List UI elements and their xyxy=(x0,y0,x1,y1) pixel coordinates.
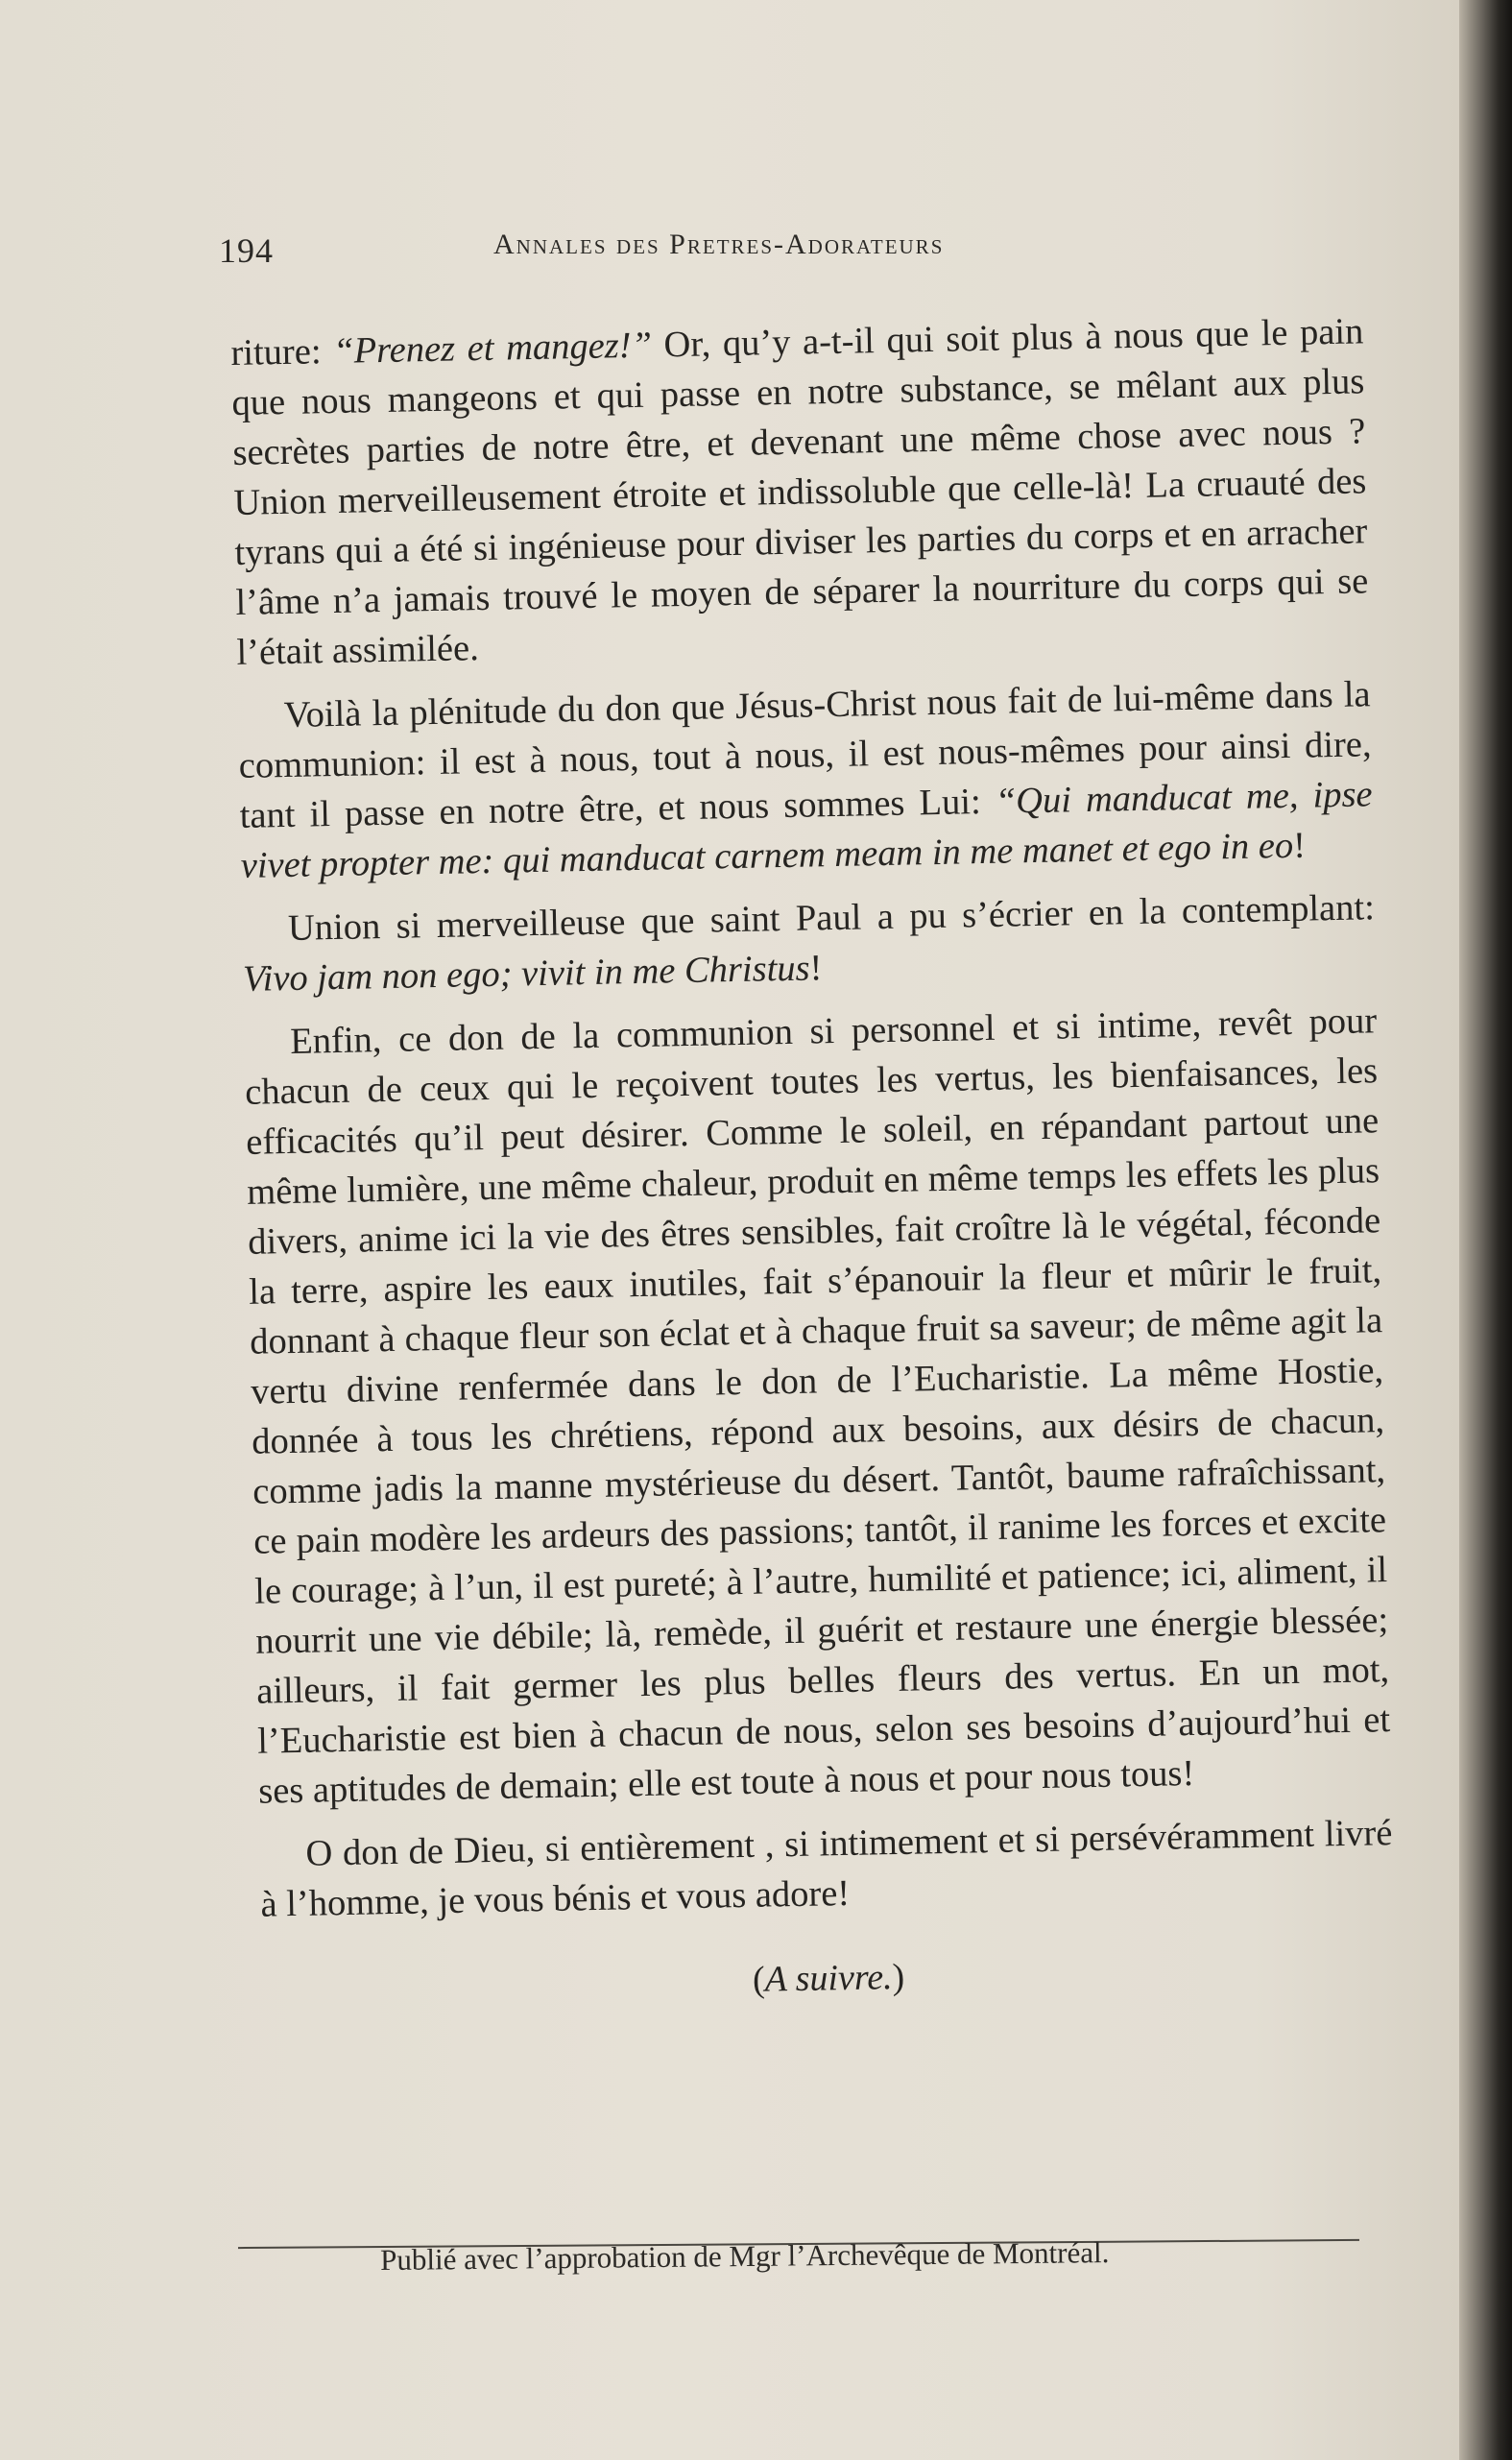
paragraph-1 xyxy=(230,306,1370,678)
running-head xyxy=(219,223,1371,280)
paragraph-2-end: ! xyxy=(1292,825,1307,866)
paragraph-1-text: Or, qu’y a-t-il qui soit plus à nous que le pain que nous mangeons et qui passe en notre substance, se mêlant aux plus secrètes parties de notre être, et devenant une même chose avec nous ? Union merveilleusement étroite et indissoluble que celle-là! La cruauté des tyrans qui a été si ingénieuse pour diviser les parties du corps et en arracher l’âme n’a jamais trouvé le moyen de séparer la nourriture du corps qui se l’était assimilée. xyxy=(231,311,1369,673)
paragraph-4 xyxy=(244,996,1392,1816)
paragraph-2-text: Voilà la plénitude du don que Jésus-Christ nous fait de lui-même dans la communion: il est à nous, tout à nous, il est nous-mêmes pour ainsi dire, tant il passe en notre être, et nous sommes Lui: xyxy=(238,674,1372,836)
continuation-close: ) xyxy=(892,1956,905,1998)
to-be-continued-note xyxy=(262,1942,1396,2014)
continuation-text: A suivre. xyxy=(764,1957,893,2000)
paragraph-4-text: Enfin, ce don de la communion si personnel et si intime, revêt pour chacun de ceux qui le reçoivent toutes les vertus, les bienfaisances, les efficacités qu’il peut désirer. Comme le soleil, en répandant partout une même lumière, une même chaleur, produit en même temps les effets les plus divers, anime ici la vie des êtres sensibles, fait croître là le végétal, féconde la terre, aspire les eaux inutiles, fait s’épanouir la fleur et mûrir le fruit, donnant à chaque fleur son éclat et à chaque fruit sa saveur; de même agit la vertu divine renfermée dans le don de l’Eucharistie. La même Hostie, donnée à tous les chrétiens, répond aux besoins, aux désirs de chacun, comme jadis la manne mystérieuse du désert. Tantôt, baume rafraîchissant, ce pain modère les ardeurs des passions; tantôt, il ranime les forces et excite le courage; à l’un, il est pureté; à l’autre, humilité et patience; ici, aliment, il nourrit une vie débile; là, remède, il guérit et restaure une énergie blessée; ailleurs, il fait germer les plus belles fleurs des vertus. En un mot, l’Eucharistie est bien à chacun de nous, selon ses besoins d’aujourd’hui et ses aptitudes de demain; elle est toute à nous et pour nous tous! xyxy=(244,1001,1391,1812)
continuation-open: ( xyxy=(752,1959,766,2000)
paragraph-3 xyxy=(242,882,1377,1004)
imprimatur-line: Publié avec l’approbation de Mgr l’Archevêque de Montréal. xyxy=(380,2235,1110,2277)
running-title: Annales des Pretres-Adorateurs xyxy=(493,229,945,260)
paragraph-3-text: Union si merveilleuse que saint Paul a pu s’écrier en la contemplant: xyxy=(287,887,1376,949)
book-binding-edge xyxy=(1459,0,1512,2460)
paragraph-3-end: ! xyxy=(809,948,823,989)
paragraph-3-quote: Vivo jam non ego; vivit in me Christus xyxy=(242,948,810,1000)
paragraph-2-quote: “Qui manducat me, ipse vivet propter me: qui manducat carnem meam in me manet et ego in eo xyxy=(240,774,1373,886)
paragraph-1-lead: riture: xyxy=(230,330,334,374)
paragraph-2 xyxy=(237,669,1374,891)
paragraph-5-text: O don de Dieu, si entièrement , si intimement et si persévéramment livré à l’homme, je vous bénis et vous adore! xyxy=(260,1813,1393,1925)
paragraph-5 xyxy=(259,1808,1394,1930)
paragraph-1-quote: “Prenez et mangez!” xyxy=(332,325,653,372)
page-number: 194 xyxy=(219,231,274,270)
article-body xyxy=(230,306,1395,2014)
